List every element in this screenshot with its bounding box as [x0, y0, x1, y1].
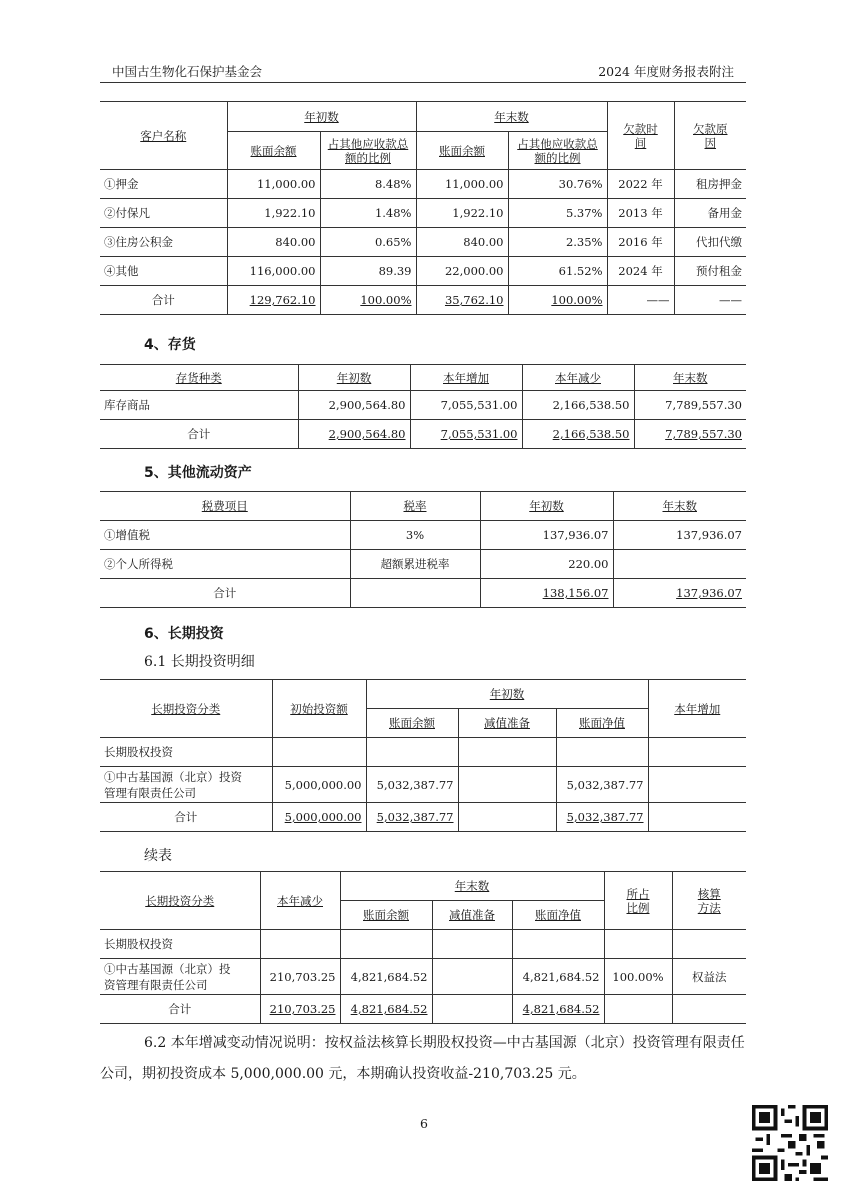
company-line: ①中古基国源（北京）投资	[104, 769, 242, 784]
cell: 61.52%	[508, 257, 607, 286]
cell: 210,703.25	[260, 959, 340, 995]
cell: 89.39	[320, 257, 416, 286]
report-title: 2024 年度财务报表附注	[598, 64, 734, 79]
col-begin: 年初数	[480, 492, 613, 521]
cell: 2,900,564.80	[298, 391, 410, 420]
col-end-ratio: 占其他应收款总额的比例	[508, 132, 607, 170]
cell: 合计	[100, 286, 227, 315]
cell: 合计	[100, 995, 260, 1024]
col-dec: 本年减少	[260, 872, 340, 930]
col-type: 存货种类	[100, 365, 298, 391]
col-item: 税费项目	[100, 492, 350, 521]
cell: 35,762.10	[416, 286, 508, 315]
cell: 129,762.10	[227, 286, 320, 315]
cell: 2016 年	[607, 228, 674, 257]
cell: ②付保凡	[100, 199, 227, 228]
cell: 220.00	[480, 550, 613, 579]
total-row	[100, 803, 746, 832]
cell: 2,166,538.50	[522, 420, 634, 449]
cell: 100.00%	[320, 286, 416, 315]
table-row	[100, 170, 746, 199]
col-book: 账面余额	[340, 901, 432, 930]
cell: 7,789,557.30	[634, 391, 746, 420]
col-class: 长期投资分类	[100, 680, 272, 738]
cell: 840.00	[416, 228, 508, 257]
cell: ——	[674, 286, 746, 315]
lt-invest-detail-table	[100, 679, 746, 832]
cell: 合计	[100, 803, 272, 832]
page-number: 6	[420, 1116, 428, 1131]
company-line: 资管理有限责任公司	[104, 977, 208, 992]
col-dec: 本年减少	[522, 365, 634, 391]
cell: 5,032,387.77	[366, 803, 458, 832]
col-end: 年末数	[634, 365, 746, 391]
cell: 0.65%	[320, 228, 416, 257]
cell: 1,922.10	[227, 199, 320, 228]
col-end: 年末数	[340, 872, 604, 901]
cell	[604, 995, 672, 1024]
col-end-book: 账面余额	[416, 132, 508, 170]
cell: 7,055,531.00	[410, 420, 522, 449]
col-class: 长期投资分类	[100, 872, 260, 930]
col-net: 账面净值	[556, 709, 648, 738]
receivables-table	[100, 101, 746, 315]
col-book: 账面余额	[366, 709, 458, 738]
col-end: 年末数	[613, 492, 746, 521]
col-impair: 减值准备	[432, 901, 512, 930]
col-begin: 年初数	[227, 102, 416, 132]
cell: 2.35%	[508, 228, 607, 257]
table-row	[100, 391, 746, 420]
cell: 4,821,684.52	[512, 959, 604, 995]
cell: 代扣代缴	[674, 228, 746, 257]
cell	[458, 803, 556, 832]
table-row	[100, 199, 746, 228]
col-customer: 客户名称	[100, 102, 227, 170]
cell: 100.00%	[604, 959, 672, 995]
cell: 4,821,684.52	[340, 995, 432, 1024]
cell: 备用金	[674, 199, 746, 228]
cell: 长期股权投资	[100, 930, 260, 959]
cell: 11,000.00	[416, 170, 508, 199]
inventory-table	[100, 364, 746, 449]
cell: 7,055,531.00	[410, 391, 522, 420]
col-end: 年末数	[416, 102, 607, 132]
cell	[648, 803, 746, 832]
col-reason: 欠款原因	[674, 102, 746, 170]
table-row	[100, 257, 746, 286]
col-method: 核算方法	[672, 872, 746, 930]
cell: 预付租金	[674, 257, 746, 286]
cell: 5,032,387.77	[556, 767, 648, 803]
cell: ①增值税	[100, 521, 350, 550]
org-name: 中国古生物化石保护基金会	[112, 64, 263, 79]
cell: 116,000.00	[227, 257, 320, 286]
subsection-detail-title: 6.1 长期投资明细	[144, 654, 255, 670]
table-row	[100, 959, 746, 995]
section-lt-invest-title: 6、长期投资	[144, 626, 224, 642]
section-other-current-title: 5、其他流动资产	[144, 465, 252, 481]
cell: ③住房公积金	[100, 228, 227, 257]
col-rate: 税率	[350, 492, 480, 521]
cell: ①押金	[100, 170, 227, 199]
cell	[648, 767, 746, 803]
cell: 超额累进税率	[350, 550, 480, 579]
col-begin-ratio: 占其他应收款总额的比例	[320, 132, 416, 170]
cell: ——	[607, 286, 674, 315]
cell: 30.76%	[508, 170, 607, 199]
cell: 7,789,557.30	[634, 420, 746, 449]
cell: 4,821,684.52	[512, 995, 604, 1024]
cell: 137,936.07	[613, 579, 746, 608]
col-begin: 年初数	[366, 680, 648, 709]
cell	[432, 959, 512, 995]
cell: 合计	[100, 579, 350, 608]
cell: 2,900,564.80	[298, 420, 410, 449]
cell: ④其他	[100, 257, 227, 286]
other-current-assets-table	[100, 491, 746, 608]
cell: 2013 年	[607, 199, 674, 228]
col-begin-book: 账面余额	[227, 132, 320, 170]
cell: 2024 年	[607, 257, 674, 286]
cell: 合计	[100, 420, 298, 449]
cell: 5,000,000.00	[272, 767, 366, 803]
company-name-cell	[100, 767, 272, 803]
cell	[432, 995, 512, 1024]
cell	[458, 767, 556, 803]
cell: 1,922.10	[416, 199, 508, 228]
cell: 权益法	[672, 959, 746, 995]
company-name-cell	[100, 959, 260, 995]
col-inc: 本年增加	[648, 680, 746, 738]
cell	[613, 550, 746, 579]
table-row	[100, 521, 746, 550]
col-share: 所占比例	[604, 872, 672, 930]
cell: 3%	[350, 521, 480, 550]
cell: 2,166,538.50	[522, 391, 634, 420]
cell	[672, 995, 746, 1024]
col-initial: 初始投资额	[272, 680, 366, 738]
cell: 4,821,684.52	[340, 959, 432, 995]
cell: 210,703.25	[260, 995, 340, 1024]
cell: 库存商品	[100, 391, 298, 420]
cell: 137,936.07	[480, 521, 613, 550]
cell: 8.48%	[320, 170, 416, 199]
continued-label: 续表	[144, 848, 172, 864]
cell: ②个人所得税	[100, 550, 350, 579]
col-time: 欠款时间	[607, 102, 674, 170]
col-net: 账面净值	[512, 901, 604, 930]
cell: 840.00	[227, 228, 320, 257]
page-header	[100, 56, 746, 83]
cell: 5,032,387.77	[366, 767, 458, 803]
cell: 1.48%	[320, 199, 416, 228]
cell	[350, 579, 480, 608]
company-line: 管理有限责任公司	[104, 785, 196, 800]
cell: 5.37%	[508, 199, 607, 228]
group-row	[100, 738, 746, 767]
table-row	[100, 228, 746, 257]
cell: 5,000,000.00	[272, 803, 366, 832]
col-impair: 减值准备	[458, 709, 556, 738]
col-begin: 年初数	[298, 365, 410, 391]
cell: 11,000.00	[227, 170, 320, 199]
qr-code-icon	[752, 1105, 828, 1181]
investment-note: 6.2 本年增减变动情况说明：按权益法核算长期股权投资—中古基国源（北京）投资管理有限责任公司，期初投资成本 5,000,000.00 元，本期确认投资收益-210,703.25 元。	[100, 1035, 745, 1082]
total-row	[100, 579, 746, 608]
lt-invest-continued-table	[100, 871, 746, 1024]
total-row	[100, 995, 746, 1024]
cell: 22,000.00	[416, 257, 508, 286]
total-row	[100, 286, 746, 315]
group-row	[100, 930, 746, 959]
table-row	[100, 550, 746, 579]
cell: 2022 年	[607, 170, 674, 199]
cell: 138,156.07	[480, 579, 613, 608]
company-line: ①中古基国源（北京）投	[104, 961, 231, 976]
section-inventory-title: 4、存货	[144, 337, 196, 353]
cell: 长期股权投资	[100, 738, 272, 767]
table-row	[100, 767, 746, 803]
cell: 100.00%	[508, 286, 607, 315]
cell: 5,032,387.77	[556, 803, 648, 832]
col-inc: 本年增加	[410, 365, 522, 391]
cell: 租房押金	[674, 170, 746, 199]
cell: 137,936.07	[613, 521, 746, 550]
total-row	[100, 420, 746, 449]
